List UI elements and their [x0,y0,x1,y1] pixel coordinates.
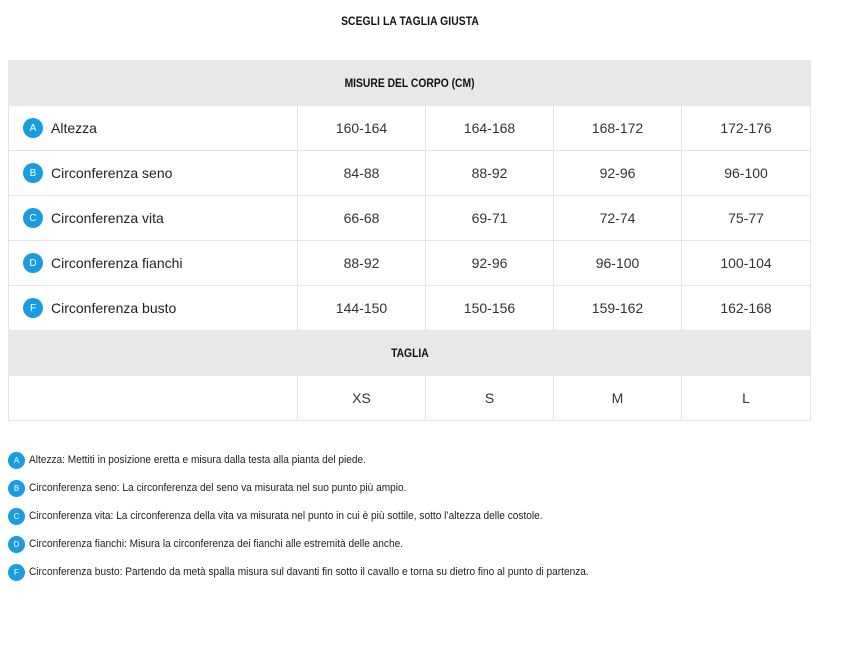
row-label-cell [9,241,298,286]
row-label: Circonferenza vita [51,210,164,226]
value-cell: 100-104 [682,241,811,286]
table-row-circonferenza-fianchi [9,241,811,286]
value-cell: 96-100 [554,241,682,286]
row-label: Circonferenza busto [51,300,177,316]
row-label: Altezza [51,120,97,136]
value-cell: 92-96 [426,241,554,286]
value-cell: 69-71 [426,196,554,241]
row-label-cell [9,196,298,241]
value-cell: 150-156 [426,286,554,331]
badge-b-icon: B [23,163,43,183]
page-title: SCEGLI LA TAGLIA GIUSTA [341,14,479,28]
row-label: Circonferenza seno [51,165,173,181]
legend-text: Circonferenza seno: La circonferenza del seno va misurata nel suo punto più ampio. [29,482,407,494]
legend-text: Circonferenza busto: Partendo da metà spalla misura sul davanti fin sotto il cavallo e torna su dietro fino al punto di partenza. [29,566,589,578]
badge-c-icon: C [23,208,43,228]
value-cell: 88-92 [426,151,554,196]
legend-item-vita [8,507,828,525]
value-cell: 159-162 [554,286,682,331]
table-row-circonferenza-busto [9,286,811,331]
badge-a-icon: A [23,118,43,138]
legend-item-busto [8,563,828,581]
table-row-circonferenza-seno [9,151,811,196]
table-row-altezza [9,106,811,151]
size-chart-table [8,60,811,421]
value-cell: 92-96 [554,151,682,196]
value-cell: 96-100 [682,151,811,196]
badge-b-icon: B [8,480,25,497]
legend-text: Altezza: Mettiti in posizione eretta e misura dalla testa alla pianta del piede. [29,454,366,466]
table-row-circonferenza-vita [9,196,811,241]
value-cell: 72-74 [554,196,682,241]
badge-c-icon: C [8,508,25,525]
value-cell: 66-68 [298,196,426,241]
size-cell: S [426,376,554,421]
measurement-legend [8,451,828,591]
value-cell: 144-150 [298,286,426,331]
row-label-cell [9,106,298,151]
empty-cell [9,376,298,421]
legend-text: Circonferenza fianchi: Misura la circonferenza dei fianchi alle estremità delle anche. [29,538,404,550]
value-cell: 88-92 [298,241,426,286]
badge-f-icon: F [23,298,43,318]
value-cell: 164-168 [426,106,554,151]
badge-f-icon: F [8,564,25,581]
row-label-cell [9,286,298,331]
value-cell: 160-164 [298,106,426,151]
value-cell: 162-168 [682,286,811,331]
value-cell: 84-88 [298,151,426,196]
legend-text: Circonferenza vita: La circonferenza della vita va misurata nel punto in cui è più sottile, sotto l’altezza delle costole. [29,510,543,522]
size-cell: M [554,376,682,421]
body-measurements-header-row [9,61,811,106]
badge-a-icon: A [8,452,25,469]
body-measurements-header: MISURE DEL CORPO (CM) [9,61,811,106]
value-cell: 172-176 [682,106,811,151]
legend-item-altezza [8,451,828,469]
value-cell: 75-77 [682,196,811,241]
legend-item-fianchi [8,535,828,553]
size-header: TAGLIA [9,331,811,376]
size-cell: XS [298,376,426,421]
badge-d-icon: D [8,536,25,553]
badge-d-icon: D [23,253,43,273]
row-label-cell [9,151,298,196]
size-cell: L [682,376,811,421]
table-row-sizes [9,376,811,421]
row-label: Circonferenza fianchi [51,255,183,271]
size-header-row [9,331,811,376]
value-cell: 168-172 [554,106,682,151]
legend-item-seno [8,479,828,497]
